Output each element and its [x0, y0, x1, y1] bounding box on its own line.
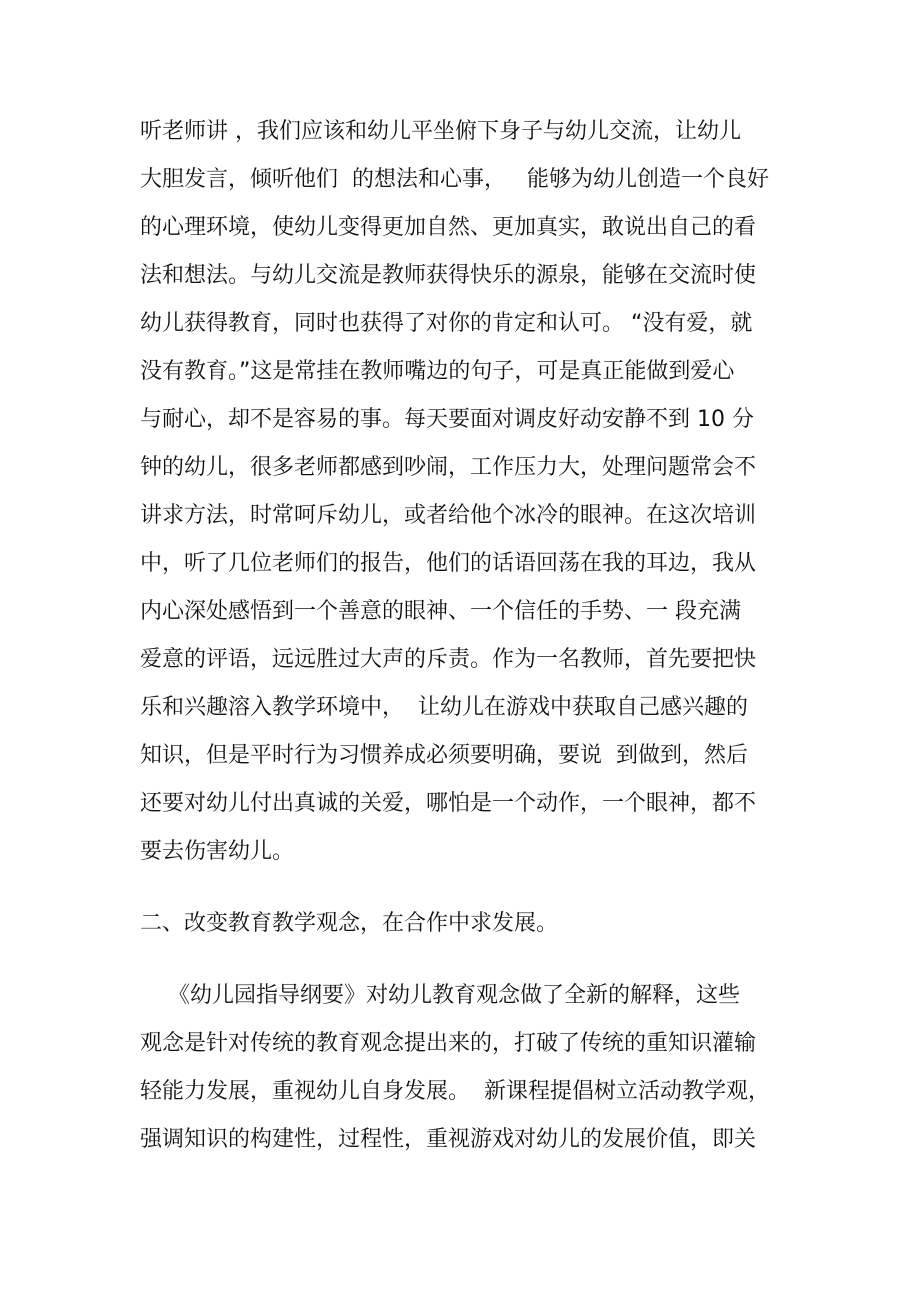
paragraph-1-line: 钟的幼儿，很多老师都感到吵闹，工作压力大，处理问题常会不 [140, 455, 757, 480]
paragraph-2-line: 《幼儿园指导纲要》对幼儿教育观念做了全新的解释，这些 [140, 983, 740, 1008]
paragraph-1-line: 乐和兴趣溶入教学环境中， 让幼儿在游戏中获取自己感兴趣的 [140, 695, 748, 720]
paragraph-1-line: 要去伤害幼儿。 [140, 839, 295, 864]
paragraph-1-line: 讲求方法，时常呵斥幼儿，或者给他个冰冷的眼神。在这次培训 [140, 503, 757, 528]
paragraph-1-line: 知识，但是平时行为习惯养成必须要明确，要说 到做到，然后 [140, 743, 748, 768]
paragraph-2-line: 强调知识的构建性，过程性，重视游戏对幼儿的发展价值，即关 [140, 1127, 757, 1152]
paragraph-1-line: 法和想法。与幼儿交流是教师获得快乐的源泉，能够在交流时使 [140, 263, 757, 288]
paragraph-1-line: 没有教育。”这是常挂在教师嘴边的句子，可是真正能做到爱心 [140, 359, 735, 384]
paragraph-1-line: 还要对幼儿付出真诚的关爱，哪怕是一个动作，一个眼神，都不 [140, 791, 757, 816]
paragraph-1-line: 幼儿获得教育，同时也获得了对你的肯定和认可。 “没有爱，就 [140, 311, 753, 336]
paragraph-1-line: 大胆发言，倾听他们 的想法和心事， 能够为幼儿创造一个良好 [140, 167, 769, 192]
paragraph-1-line: 听老师讲 ，我们应该和幼儿平坐俯下身子与幼儿交流，让幼儿 [140, 119, 741, 144]
paragraph-1-line: 中，听了几位老师们的报告，他们的话语回荡在我的耳边，我从 [140, 551, 757, 576]
section-heading: 二、改变教育教学观念，在合作中求发展。 [140, 911, 559, 936]
paragraph-2-line: 轻能力发展，重视幼儿自身发展。 新课程提倡树立活动教学观， [140, 1079, 770, 1104]
paragraph-1-line: 与耐心，却不是容易的事。每天要面对调皮好动安静不到 10 分 [140, 407, 754, 432]
paragraph-1-line: 爱意的评语，远远胜过大声的斥责。作为一名教师，首先要把快 [140, 647, 757, 672]
paragraph-2-line: 观念是针对传统的教育观念提出来的，打破了传统的重知识灌输 [140, 1031, 757, 1056]
paragraph-1-line: 内心深处感悟到一个善意的眼神、一个信任的手势、一 段充满 [140, 599, 741, 624]
paragraph-1-line: 的心理环境，使幼儿变得更加自然、更加真实，敢说出自己的看 [140, 215, 757, 240]
